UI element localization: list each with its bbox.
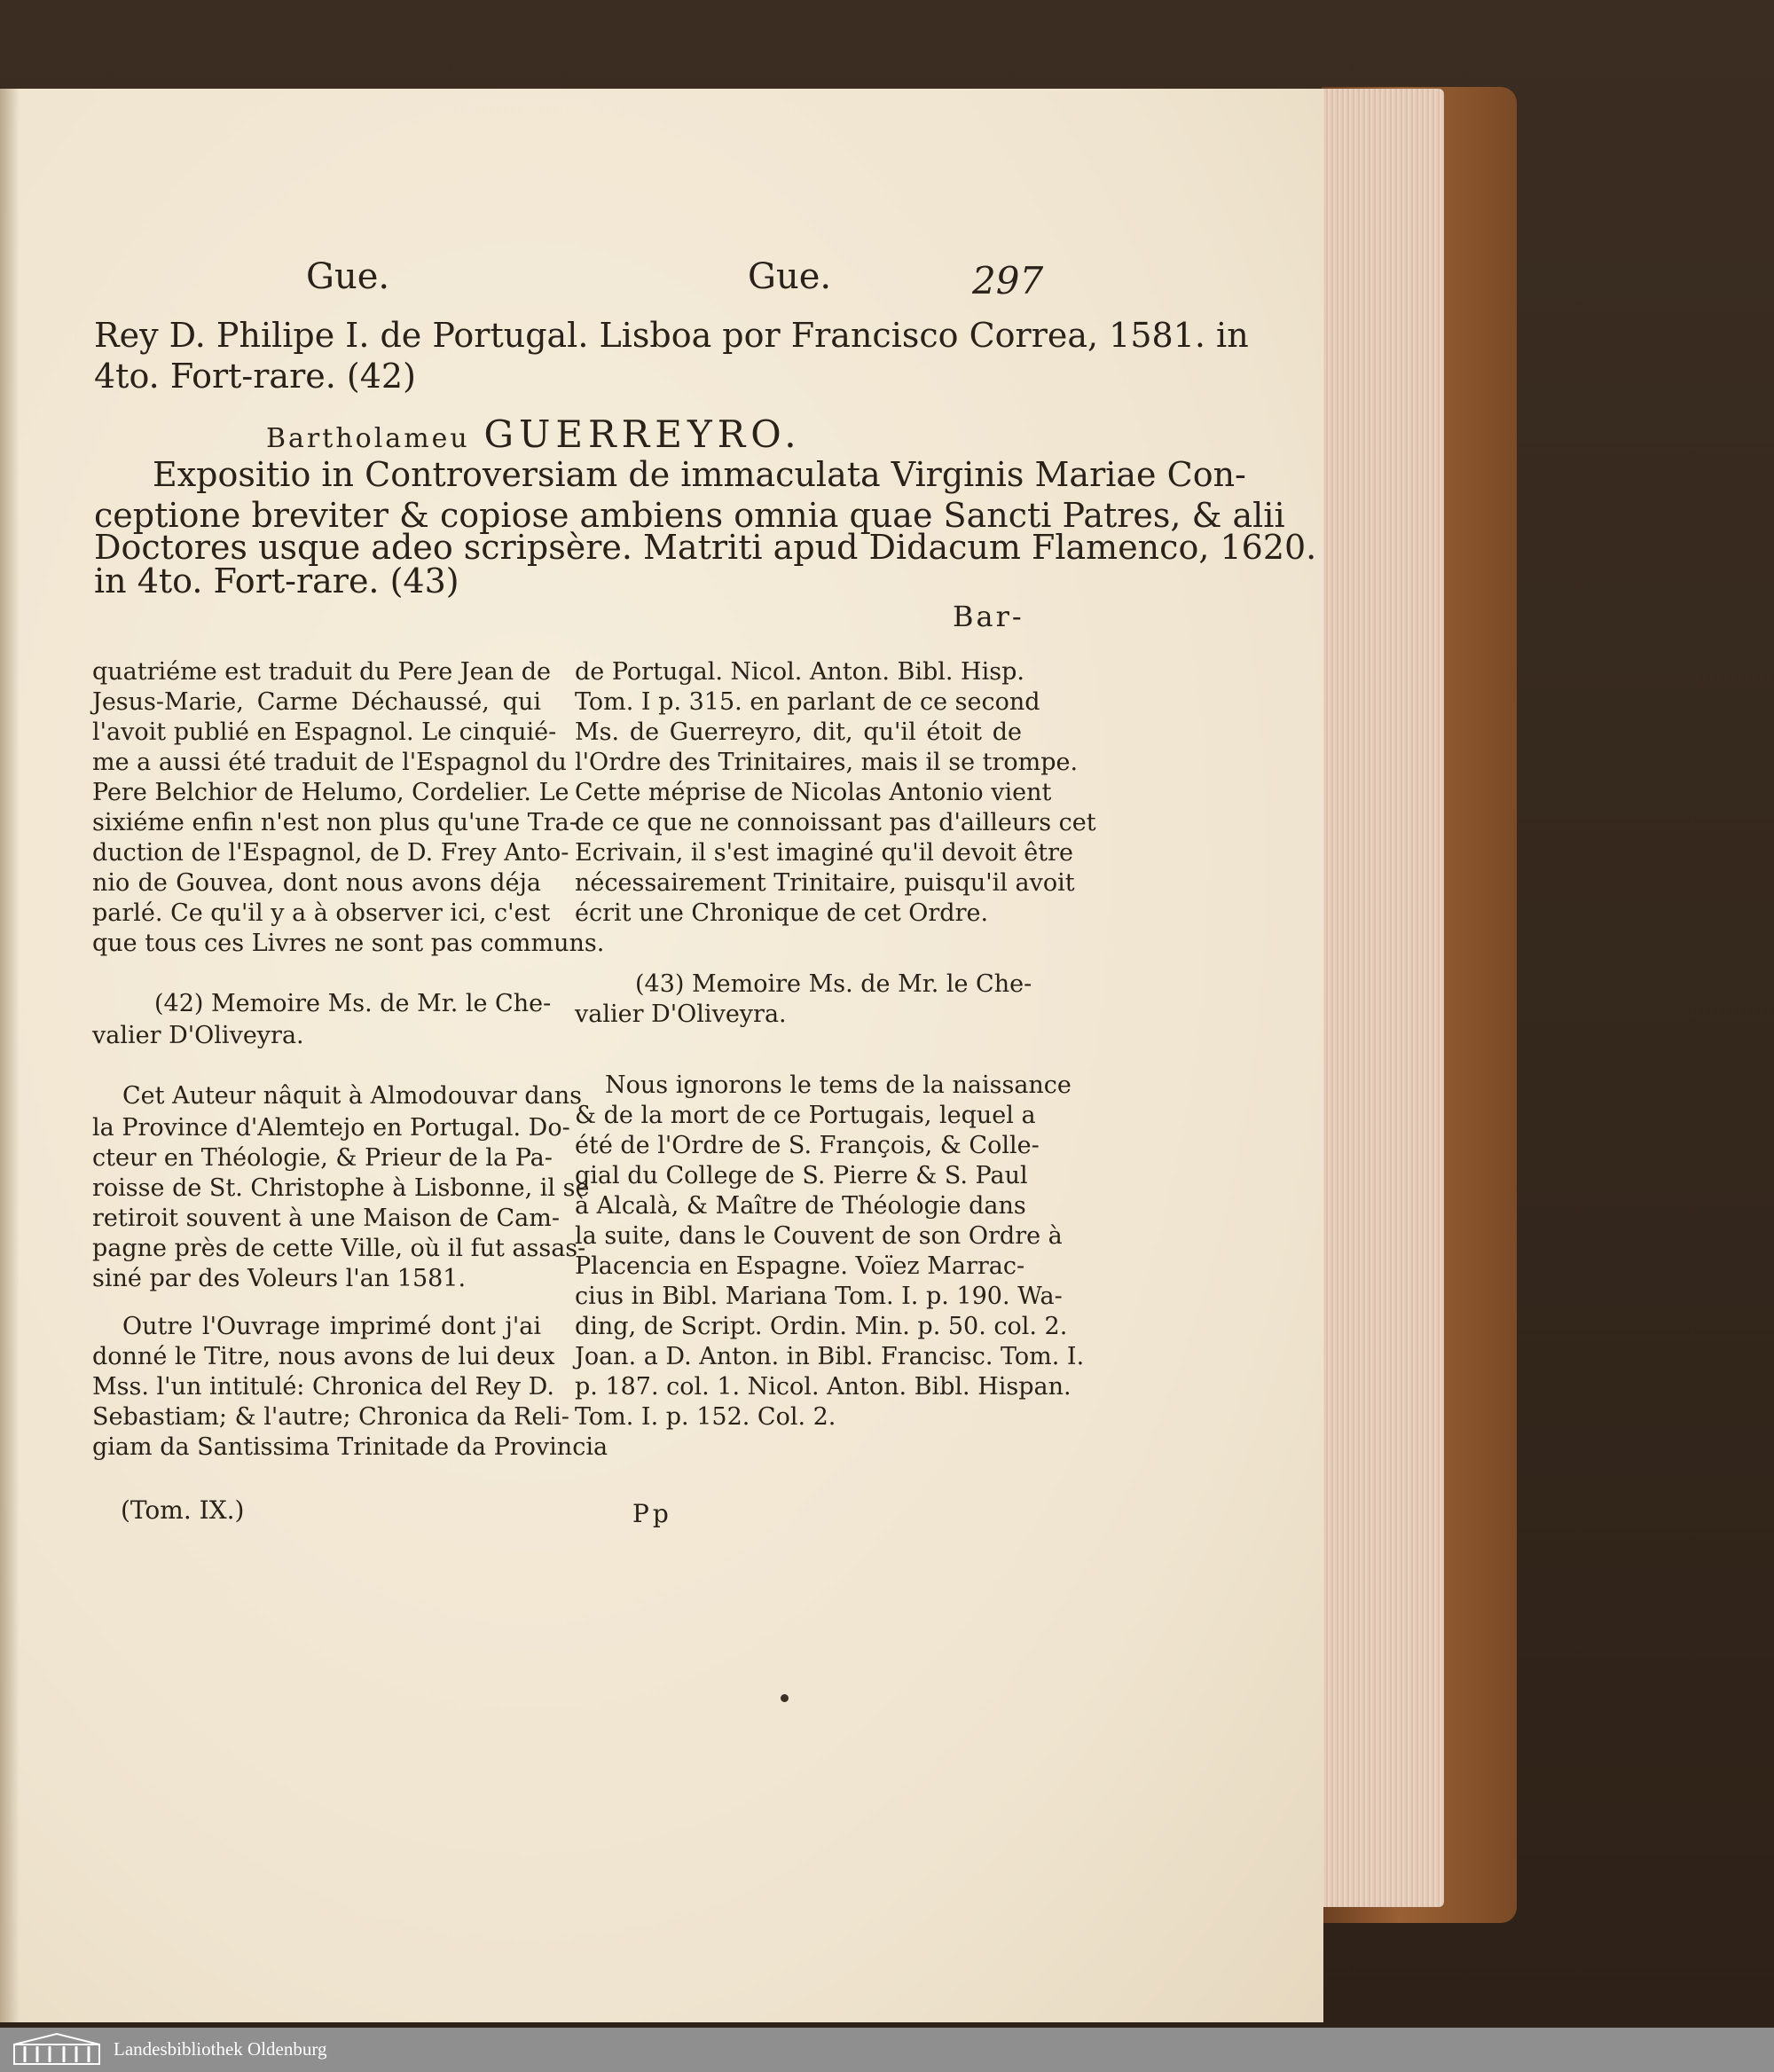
right-col-line: Placencia en Espagne. Voïez Marrac- <box>575 1252 1025 1280</box>
left-col-line: parlé. Ce qu'il y a à observer ici, c'est <box>92 899 551 927</box>
header-center: Gue. <box>748 256 832 297</box>
left-col-line: la Province d'Alemtejo en Portugal. Do- <box>92 1114 570 1142</box>
left-col-line: l'avoit publié en Espagnol. Le cinquié- <box>92 718 557 746</box>
footnote-43: valier D'Oliveyra. <box>575 1001 787 1028</box>
right-col-line: Cette méprise de Nicolas Antonio vient <box>575 779 1052 806</box>
left-col-line: Outre l'Ouvrage imprimé dont j'ai <box>122 1313 541 1340</box>
entry-line: ceptione breviter & copiose ambiens omnia quae Sancti Patres, & alii <box>94 496 1285 535</box>
footnote-43: (43) Memoire Ms. de Mr. le Che- <box>635 970 1032 998</box>
catchword: Bar- <box>953 600 1024 633</box>
right-col-line: Ms. de Guerreyro, dit, qu'il étoit de <box>575 718 1022 746</box>
page-number: 297 <box>972 259 1044 302</box>
author-first-name: Bartholameu <box>266 423 470 454</box>
page-edges <box>1320 89 1444 1907</box>
left-col-line: retiroit souvent à une Maison de Cam- <box>92 1205 560 1232</box>
right-col-line: cius in Bibl. Mariana Tom. I. p. 190. Wa- <box>575 1283 1063 1310</box>
author-last-name: GUERREYRO. <box>483 412 802 456</box>
right-col-line: la suite, dans le Couvent de son Ordre à <box>575 1222 1063 1250</box>
footnote-42: valier D'Oliveyra. <box>92 1022 304 1049</box>
footnote-42: (42) Memoire Ms. de Mr. le Che- <box>154 990 552 1017</box>
right-col-line: l'Ordre des Trinitaires, mais il se trompe. <box>575 749 1079 776</box>
left-col-line: que tous ces Livres ne sont pas communs. <box>92 930 605 957</box>
right-col-line: Ecrivain, il s'est imaginé qu'il devoit être <box>575 839 1074 867</box>
left-col-line: duction de l'Espagnol, de D. Frey Anto- <box>92 839 569 867</box>
left-col-line: me a aussi été traduit de l'Espagnol du <box>92 749 567 776</box>
ink-dot <box>781 1694 789 1702</box>
top-entry-line: Rey D. Philipe I. de Portugal. Lisboa por Francisco Correa, 1581. in <box>94 316 1249 355</box>
author-heading <box>266 412 802 456</box>
right-col-line: été de l'Ordre de S. François, & Colle- <box>575 1132 1040 1159</box>
left-col-line: siné par des Voleurs l'an 1581. <box>92 1265 467 1292</box>
left-col-line: giam da Santissima Trinitade da Provincia <box>92 1433 608 1461</box>
left-col-line: Jesus-Marie, Carme Déchaussé, qui <box>92 688 541 716</box>
top-entry-line: 4to. Fort-rare. (42) <box>94 357 416 396</box>
right-col-line: de ce que ne connoissant pas d'ailleurs cet <box>575 809 1096 836</box>
left-col-line: pagne près de cette Ville, où il fut assas- <box>92 1235 586 1262</box>
left-col-line: quatriéme est traduit du Pere Jean de <box>92 658 551 686</box>
left-col-line: Mss. l'un intitulé: Chronica del Rey D. <box>92 1373 554 1401</box>
right-col-line: écrit une Chronique de cet Ordre. <box>575 899 989 927</box>
right-col-line: Joan. a D. Anton. in Bibl. Francisc. Tom. I. <box>575 1343 1085 1370</box>
library-name: Landesbibliothek Oldenburg <box>114 2038 327 2060</box>
right-col-line: & de la mort de ce Portugais, lequel a <box>575 1102 1036 1129</box>
right-col-line: gial du College de S. Pierre & S. Paul <box>575 1162 1028 1189</box>
volume-mark: (Tom. IX.) <box>121 1495 245 1525</box>
left-col-line: donné le Titre, nous avons de lui deux <box>92 1343 555 1370</box>
right-col-line: Nous ignorons le tems de la naissance <box>605 1071 1071 1099</box>
right-col-line: Tom. I. p. 152. Col. 2. <box>575 1403 836 1431</box>
left-col-line: Cet Auteur nâquit à Almodouvar dans <box>122 1082 582 1110</box>
right-col-line: nécessairement Trinitaire, puisqu'il avoit <box>575 869 1075 897</box>
right-col-line: ding, de Script. Ordin. Min. p. 50. col. 2. <box>575 1313 1068 1340</box>
gutter-shadow <box>0 89 20 2022</box>
left-col-line: nio de Gouvea, dont nous avons déja <box>92 869 541 897</box>
right-col-line: Tom. I p. 315. en parlant de ce second <box>575 688 1040 716</box>
signature-mark: Pp <box>632 1499 672 1528</box>
right-col-line: p. 187. col. 1. Nicol. Anton. Bibl. Hispan. <box>575 1373 1071 1401</box>
entry-line: in 4to. Fort-rare. (43) <box>94 561 459 600</box>
entry-line: Doctores usque adeo scripsère. Matriti apud Didacum Flamenco, 1620. <box>94 528 1317 567</box>
left-col-line: Pere Belchior de Helumo, Cordelier. Le <box>92 779 569 806</box>
left-col-line: roisse de St. Christophe à Lisbonne, il se <box>92 1174 590 1202</box>
header-left: Gue. <box>306 256 390 297</box>
library-building-icon <box>12 2032 101 2066</box>
right-col-line: de Portugal. Nicol. Anton. Bibl. Hisp. <box>575 658 1024 686</box>
left-col-line: sixiéme enfin n'est non plus qu'une Tra- <box>92 809 577 836</box>
left-col-line: Sebastiam; & l'autre; Chronica da Reli- <box>92 1403 569 1431</box>
left-col-line: cteur en Théologie, & Prieur de la Pa- <box>92 1144 553 1172</box>
entry-line: Expositio in Controversiam de immaculata Virginis Mariae Con- <box>153 455 1246 494</box>
right-col-line: à Alcalà, & Maître de Théologie dans <box>575 1192 1026 1220</box>
